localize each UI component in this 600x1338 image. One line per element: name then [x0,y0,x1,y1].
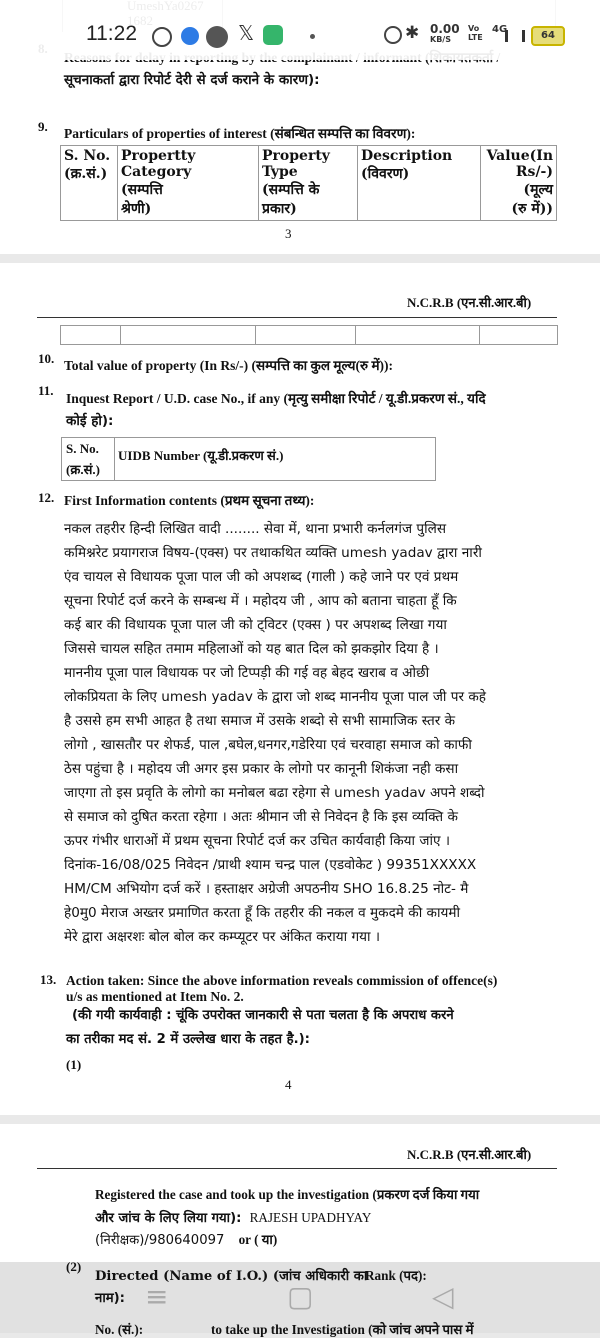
fir-content-line: जिससे चायल सहित तमाम महिलाओं को यह बात दिल को झकझोर दिया है । [64,641,439,657]
fir-content-line: लोकप्रियता के लिए umesh yadav के द्वारा जो शब्द माननीय पूजा पाल जी पर कहे [64,689,487,705]
home-icon[interactable]: ▢ [287,1280,314,1313]
fir-content-line: कई बार की विधायक पूजा पाल जी को ट्विटर (एक्स ) पर अपशब्द लिखा गया [64,617,447,633]
item-13-hindi: (की गयी कार्यवाही : चूंकि उपरोक्त जानकारी से पता चलता है कि अपराध करने [72,1008,454,1023]
item-13-text: Action taken: Since the above information reveals commission of offence(s) [66,973,498,988]
back-icon[interactable]: ◁ [432,1280,454,1313]
uidb-sno: S. No. [66,441,99,456]
uidb-sno-hindi: (क्र.सं.) [66,462,100,477]
fir-content-line: लोगो , खासतौर पर शेफर्ड, पाल ,बघेल,धनगर,गडेरिया एवं चरवाहा समाज को काफी [64,737,472,753]
registered-label: और जांच के लिए लिया गया): [95,1211,242,1226]
x-icon: 𝕏 [238,21,255,45]
header-category: Propertty Category (सम्पत्ति श्रेणी) [118,146,259,221]
fir-content-line: दिनांक-16/08/025 निवेदन /प्राथी श्याम चन्द्र पाल (एडवोकेट ) 99351XXXXX [64,857,477,873]
fir-content-line: माननीय पूजा पाल विधायक पर जो टिप्पड़ी की गई वह बेहद खराब व ओछी [64,665,430,681]
properties-table-continued [60,325,558,345]
alarm-icon [384,26,402,44]
page-number-4: 4 [285,1077,292,1092]
item-13-number: 13. [40,972,57,987]
fir-content-line: से समाज को दुषित करता रहेगा । अतः श्रीमान जी से निवेदन है कि इस व्यक्ति के [64,809,458,825]
bluetooth-icon: ✱ [405,23,420,43]
status-bar [0,0,600,60]
network-speed: 0.00 KB/S [430,22,460,44]
io-name: RAJESH UPADHYAY [249,1210,372,1225]
item-11-text-2: कोई हो): [66,413,114,429]
fir-content-line: है उससे हम सभी आहत है तथा समाज में उसके शब्दो से सभी सामाजिक स्तर के [64,713,456,729]
whatsapp-icon [152,27,172,47]
battery-level: 64 [541,30,555,41]
directed-text: Directed (Name of I.O.) (जांच अधिकारी का [95,1269,368,1284]
fir-content-line: नकल तहरीर हिन्दी लिखित वादी ........ सेवा में, थाना प्रभारी कर्नलगंज पुलिस [64,521,447,537]
fir-content-line: कमिश्नरेट प्रयागराज विषय-(एक्स) पर तथाकथित व्यक्ति umesh yadav द्वारा नारी [64,545,482,561]
item-11-text: Inquest Report / U.D. case No., if any (मृत्यु समीक्षा रिपोर्ट / यू.डी.प्रकरण सं., यदि [66,391,486,406]
registered-text: Registered the case and took up the investigation (प्रकरण दर्ज किया गया [95,1187,480,1202]
registered-line-3 [95,1230,277,1248]
rank-label: Rank (पद): [365,1268,427,1283]
fir-content-line: ठेस पहुंचा है । महोदय जी अगर इस प्रकार के लोगो पर कानूनी शिकंजा नही कसा [64,761,459,777]
item-13-sub-2: (2) [66,1259,82,1274]
item-9-text: Particulars of properties of interest (संबन्धित सम्पत्ति का विवरण): [64,126,416,141]
fir-content-line: ऊपर गंभीर धाराओं में प्रथम सूचना रिपोर्ट दर्ज कर उचित कार्यवाही किया जांए । [64,833,450,849]
item-10-text: Total value of property (In Rs/-) (सम्पत्ति का कुल मूल्य(रु में)): [64,358,394,373]
directed-text-2: नाम): [95,1291,125,1306]
fir-content-line: एंव चायल से विधायक पूजा पाल जी को अपशब्द (गाली ) कहे जाने पर एवं प्रथम [64,569,459,585]
ncrb-header: N.C.R.B (एन.सी.आर.बी) [407,295,532,310]
registered-line-2 [95,1208,371,1226]
header-description: Description (विवरण) [358,146,481,221]
uidb-header: UIDB Number (यू.डी.प्रकरण सं.) [118,448,284,463]
fir-content-line: HM/CM अभियोग दर्ज करें । हस्ताक्षर अग्रेजी अपठनीय SHO 16.8.25 नोट- मै [64,881,469,897]
fir-page-4 [0,263,600,1115]
item-12-number: 12. [38,490,55,505]
notification-dot-icon [310,34,315,39]
or-label: or ( या) [238,1232,278,1247]
item-8-text-hindi: सूचनाकर्ता द्वारा रिपोर्ट देरी से दर्ज कराने के कारण): [64,72,320,88]
fir-content-line: सूचना रिपोर्ट दर्ज करने के सम्बन्ध में । महोदय जी , आप को बताना चाहता हूँ कि [64,593,457,609]
item-11-number: 11. [38,383,54,398]
uidb-table [61,437,436,481]
insta-mart-icon [206,26,228,48]
clock: 11:22 [86,22,137,45]
app-icon [263,25,283,45]
no-label: No. (सं.): [95,1322,144,1337]
item-10-number: 10. [38,351,55,366]
ncrb-header: N.C.R.B (एन.सी.आर.बी) [407,1147,532,1162]
item-13-sub-1: (1) [66,1057,82,1072]
signal-bars-icon [505,30,525,42]
item-13-text-2: u/s as mentioned at Item No. 2. [66,989,244,1004]
fir-content-line: हे0मु0 मेराज अख्तर प्रमाणित करता हूँ कि तहरीर की नकल व मुकदमे की कायमी [64,905,461,921]
header-type: Property Type (सम्पत्ति के प्रकार) [259,146,358,221]
item-13-hindi-2: का तरीका मद सं. 2 में उल्लेख धारा के तहत है.): [66,1032,310,1047]
item-12-text: First Information contents (प्रथम सूचना तथ्य): [64,493,315,508]
network-type: 4G [492,24,508,35]
header-sno: S. No. (क्र.सं.) [61,146,118,221]
header-rule [37,317,557,318]
header-rule [37,1168,557,1169]
fir-content-line: मेरे द्वारा अक्षरशः बोल बोल कर कम्प्यूटर पर अंकित कराया गया । [64,929,380,945]
fir-content-line: जाएगा तो इस प्रवृति के लोगो का मनोबल बढा रहेगा से umesh yadav अपने शब्दो [64,785,485,801]
item-9-number: 9. [38,119,48,134]
page-number-3: 3 [285,226,292,241]
menu-icon[interactable]: ≡ [145,1280,169,1313]
message-icon [181,27,199,45]
battery-icon [531,26,565,46]
properties-table [60,145,557,221]
take-up-text: to take up the Investigation (को जांच अपने पास में [211,1322,474,1337]
io-rank-number: (निरीक्षक)/980640097 [95,1233,225,1248]
header-value: Value(In Rs/-) (मूल्य (रु में)) [481,146,557,221]
volte-indicator: Vo LTE [468,24,483,42]
